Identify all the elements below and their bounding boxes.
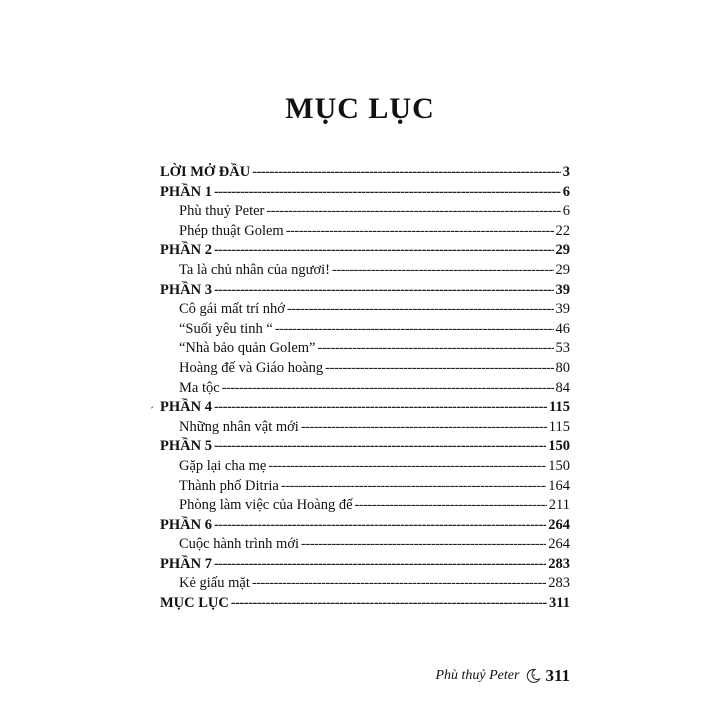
toc-leader [214,241,554,261]
toc-entry-label: Cuộc hành trình mới [179,536,300,553]
toc-leader [214,516,546,536]
toc-leader [214,183,561,203]
toc-entry-label: Những nhân vật mới [179,418,299,435]
toc-leader [252,574,546,594]
toc-entry [160,320,570,340]
page-title: MỤC LỤC [285,92,435,125]
toc-entry [160,222,570,242]
toc-entry [160,339,570,359]
toc-entry [160,261,570,281]
toc-entry-label: PHẦN 2 [160,242,212,259]
toc-entry [160,281,570,301]
toc-entry-page: 150 [548,457,570,474]
toc-leader [355,496,547,516]
toc-entry-label: Hoàng đế và Giáo hoàng [179,359,324,376]
toc-leader [281,477,546,497]
footer-book-title: Phù thuỷ Peter [435,668,520,683]
toc-entry-label: PHẦN 1 [160,183,212,200]
toc-leader [287,300,554,320]
page-footer [425,666,570,686]
toc-leader [214,281,554,301]
toc-entry-label: “Nhà bảo quản Golem” [179,340,316,357]
toc-entry [160,202,570,222]
toc-leader [231,594,547,614]
toc-entry-page: 29 [555,261,570,278]
toc-entry-page: 80 [555,359,570,376]
toc-entry [160,359,570,379]
stray-mark: ´ [150,404,154,418]
toc-entry-label: Phòng làm việc của Hoàng đế [179,497,353,514]
toc-entry [160,516,570,536]
toc-entry [160,535,570,555]
toc-entry-label: Cô gái mất trí nhớ [179,301,285,318]
toc-entry-label: Ta là chủ nhân của ngươi! [179,261,330,278]
toc-entry [160,183,570,203]
crescent-moon-icon [525,668,541,684]
toc-leader [301,418,547,438]
toc-entry [160,477,570,497]
toc-entry-label: Phép thuật Golem [179,222,284,239]
toc-leader [214,555,546,575]
toc-entry-label: MỤC LỤC [160,595,229,612]
toc-entry-page: 39 [555,281,570,298]
table-of-contents [160,163,570,614]
toc-entry-page: 164 [548,477,570,494]
toc-entry-label: PHẦN 6 [160,516,212,533]
toc-entry-label: PHẦN 5 [160,438,212,455]
toc-entry-page: 22 [555,222,570,239]
toc-entry-label: LỜI MỞ ĐẦU [160,164,251,180]
toc-leader [252,163,561,183]
toc-entry-page: 29 [555,242,570,259]
toc-entry [160,457,570,477]
toc-entry [160,437,570,457]
toc-entry-page: 115 [548,418,570,435]
toc-entry-label: Gặp lại cha mẹ [179,457,267,474]
toc-entry-page: 3 [562,164,570,180]
toc-entry-page: 6 [562,203,570,220]
toc-entry [160,300,570,320]
toc-leader [318,339,554,359]
toc-entry-label: Thành phố Ditria [179,477,279,494]
toc-entry [160,594,570,614]
toc-entry-page: 6 [562,183,570,200]
toc-entry [160,418,570,438]
toc-entry [160,555,570,575]
toc-entry-label: Phù thuỷ Peter [179,203,265,220]
toc-entry-page: 84 [555,379,570,396]
toc-entry-page: 283 [548,555,570,572]
toc-leader [332,261,554,281]
toc-entry-page: 150 [548,438,570,455]
toc-entry-page: 211 [548,497,570,514]
toc-leader [325,359,553,379]
footer-page-number: 311 [545,666,570,685]
toc-entry-page: 264 [548,516,570,533]
toc-entry-page: 311 [549,595,570,612]
toc-entry-page: 115 [549,399,570,416]
toc-entry [160,398,570,418]
toc-entry-page: 264 [548,536,570,553]
toc-leader [214,398,547,418]
toc-entry-label: PHẦN 7 [160,555,212,572]
toc-entry [160,379,570,399]
toc-entry-label: PHẦN 4 [160,399,212,416]
toc-entry [160,574,570,594]
toc-leader [275,320,554,340]
toc-leader [222,379,554,399]
toc-entry [160,241,570,261]
toc-leader [214,437,546,457]
toc-entry-label: PHẦN 3 [160,281,212,298]
toc-leader [266,202,560,222]
toc-entry [160,163,570,183]
toc-entry-page: 46 [555,320,570,337]
toc-entry-label: Kẻ giấu mặt [179,575,250,592]
toc-leader [268,457,546,477]
toc-entry [160,496,570,516]
toc-entry-page: 39 [555,301,570,318]
toc-entry-page: 53 [555,340,570,357]
toc-entry-page: 283 [548,575,570,592]
toc-leader [286,222,554,242]
toc-leader [301,535,546,555]
toc-entry-label: “Suối yêu tinh “ [179,320,273,337]
toc-entry-label: Ma tộc [179,379,220,396]
